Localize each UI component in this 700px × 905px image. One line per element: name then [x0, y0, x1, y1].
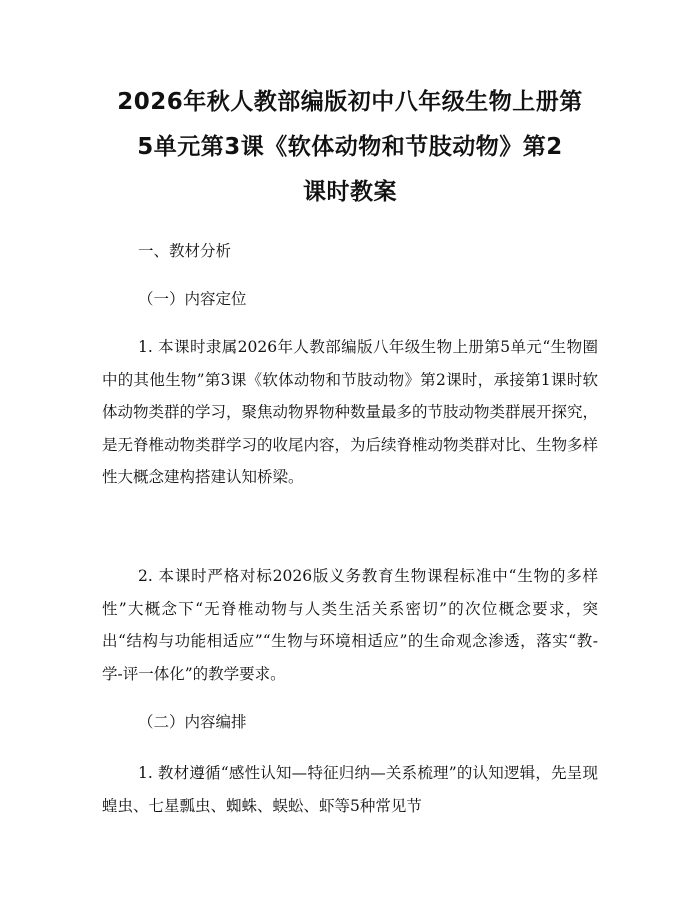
document-title — [92, 80, 608, 215]
title-line-3: 课时教案 — [303, 179, 397, 205]
title-line-1: 2026年秋人教部编版初中八年级生物上册第 — [117, 89, 583, 115]
paragraph-positioning-2: 2. 本课时严格对标2026版义务教育生物课程标准中“生物的多样性”大概念下“无脊椎动物与人类生活关系密切”的次位概念要求，突出“结构与功能相适应”“生物与环境相适应”的生命观念渗透，落实“教-学-评一体化”的教学要求。 — [102, 567, 598, 683]
paragraph-positioning-1: 1. 本课时隶属2026年人教部编版八年级生物上册第5单元“生物圈中的其他生物”第3课《软体动物和节肢动物》第2课时，承接第1课时软体动物类群的学习，聚焦动物界物种数量最多的节肢动物类群展开探究，是无脊椎动物类群学习的收尾内容，为后续脊椎动物类群对比、生物多样性大概念建构搭建认知桥梁。 — [102, 338, 599, 486]
title-line-2: 5单元第3课《软体动物和节肢动物》第2 — [137, 134, 563, 160]
section-heading-textbook-analysis: 一、教材分析 — [138, 242, 232, 260]
subheading-content-positioning: （一）内容定位 — [138, 290, 247, 308]
paragraph-arrangement-1: 1. 教材遵循“感性认知—特征归纳—关系梳理”的认知逻辑，先呈现蝗虫、七星瓢虫、蜘蛛、蜈蚣、虾等5种常见节 — [102, 764, 598, 815]
subheading-content-arrangement: （二）内容编排 — [138, 713, 247, 731]
